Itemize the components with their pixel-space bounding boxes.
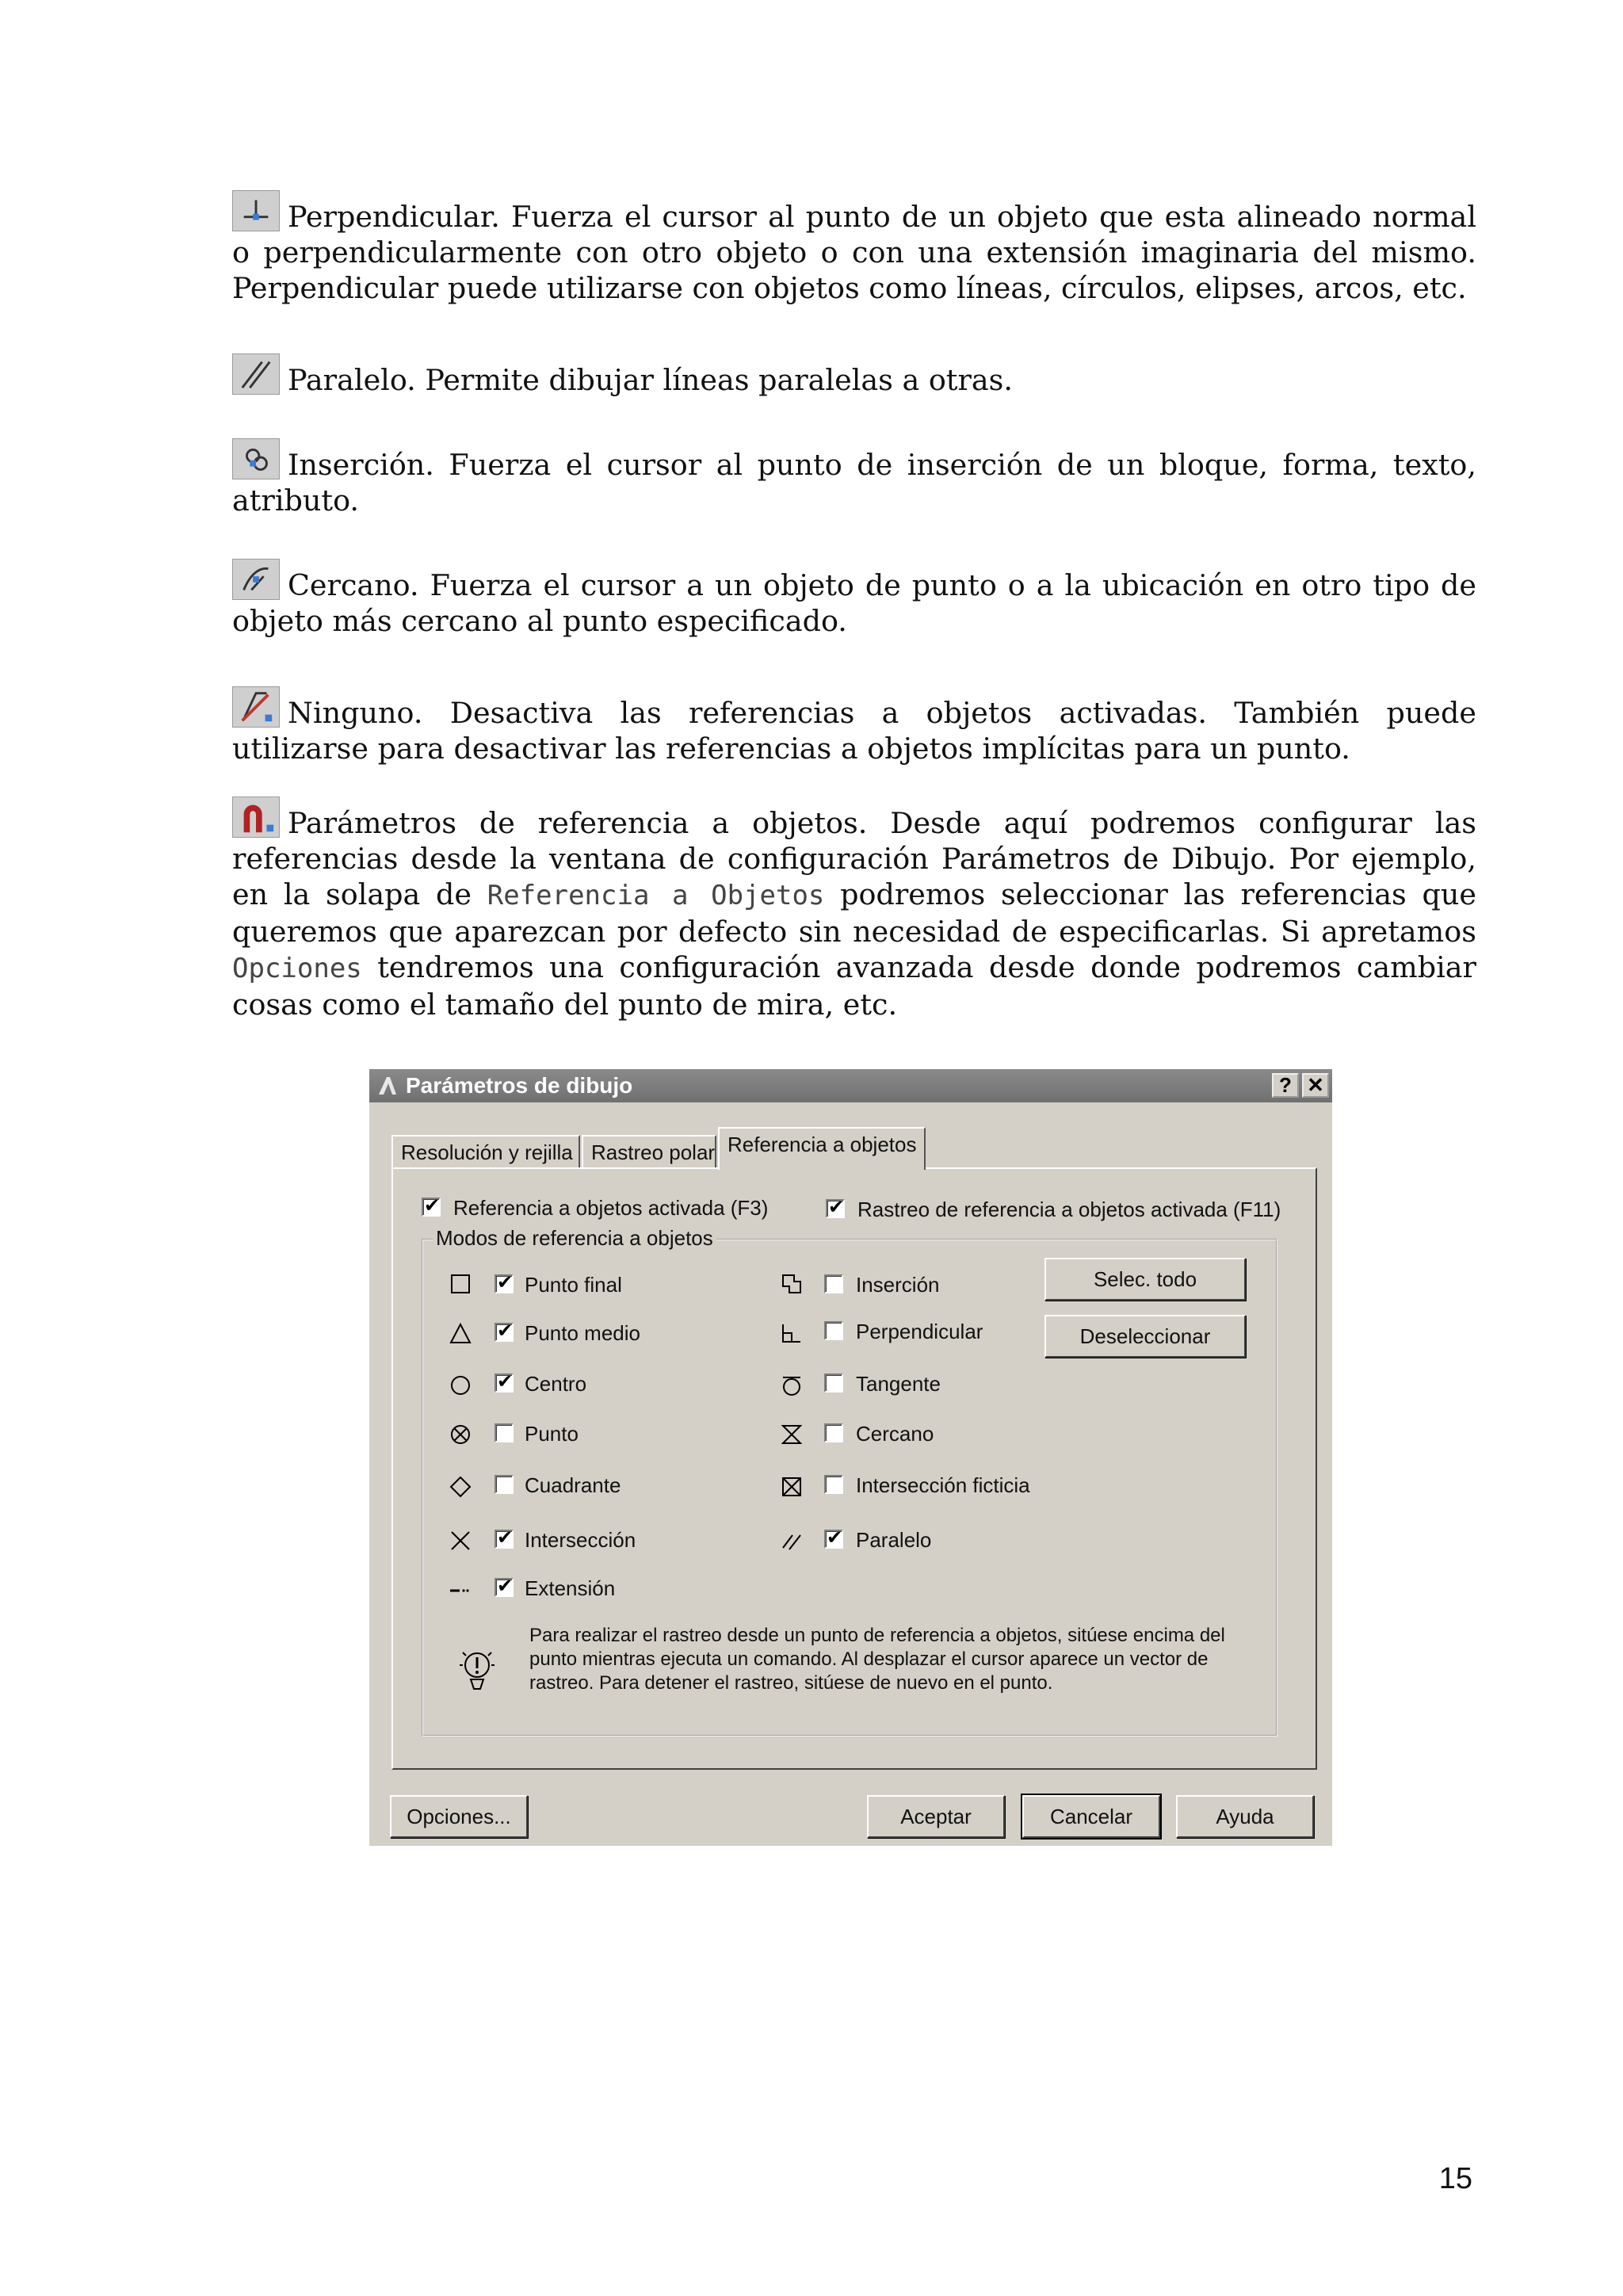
intersection-label: Intersección	[525, 1528, 636, 1552]
center-checkbox[interactable]	[495, 1370, 514, 1392]
check-icon: ✔	[497, 1320, 514, 1342]
otrack-on-checkbox[interactable]	[826, 1196, 845, 1218]
dialog-title: Parámetros de dibujo	[406, 1073, 633, 1098]
select-all-button[interactable]: Selec. todo	[1044, 1258, 1246, 1301]
paragraph-perpendicular	[232, 190, 1476, 306]
ok-button[interactable]: Aceptar	[867, 1795, 1005, 1838]
extension-checkbox[interactable]	[495, 1575, 514, 1597]
endpoint-label: Punto final	[525, 1273, 622, 1297]
help-title-button[interactable]: ?	[1272, 1073, 1299, 1098]
tangent-checkbox[interactable]	[824, 1373, 843, 1392]
none-snap-icon	[232, 686, 280, 728]
apparent-intersection-label: Intersección ficticia	[856, 1473, 1030, 1497]
apparent-intersection-checkbox[interactable]	[824, 1475, 843, 1494]
check-icon: ✔	[424, 1194, 441, 1217]
intersection-marker-icon	[449, 1529, 472, 1553]
center-marker-icon	[449, 1373, 472, 1397]
osnap-on-checkbox[interactable]	[422, 1194, 441, 1217]
check-icon: ✔	[497, 1370, 514, 1392]
parallel-snap-icon	[232, 353, 280, 395]
paragraph-snap-settings	[232, 797, 1476, 1022]
perpendicular-snap-icon	[232, 190, 280, 231]
paragraph-none	[232, 686, 1476, 766]
midpoint-checkbox[interactable]	[495, 1320, 514, 1342]
osnap-on-label: Referencia a objetos activada (F3)	[453, 1196, 769, 1220]
paragraph-text: Inserción. Fuerza el cursor al punto de inserción de un bloque, forma, texto, atributo.	[232, 448, 1476, 518]
paragraph-text-a: Parámetros de referencia a objetos. Desde aquí podremos configurar las referencias desde la ventana de configuración Parámetros de Dibujo. Por ejemplo, en la solapa de	[232, 806, 1476, 911]
perpendicular-marker-icon	[780, 1321, 804, 1345]
extension-marker-icon	[449, 1578, 472, 1602]
check-icon: ✔	[497, 1526, 514, 1549]
dialog-titlebar	[369, 1069, 1332, 1102]
paragraph-text-b: podremos seleccionar las referencias que queremos que aparezcan por defecto sin necesidad de especificarlas. Si apretamos	[232, 877, 1476, 949]
snap-settings-icon	[232, 797, 280, 838]
nearest-snap-icon	[232, 559, 280, 600]
nearest-checkbox[interactable]	[824, 1423, 843, 1442]
check-icon: ✔	[497, 1271, 514, 1293]
quadrant-marker-icon	[449, 1475, 472, 1499]
clear-all-button[interactable]: Deseleccionar	[1044, 1315, 1246, 1358]
check-icon: ✔	[828, 1196, 845, 1218]
close-button[interactable]: ✕	[1302, 1073, 1329, 1098]
endpoint-checkbox[interactable]	[495, 1271, 514, 1293]
tracking-hint-text: Para realizar el rastreo desde un punto de referencia a objetos, sitúese encima del punto mientras ejecuta un comando. Al desplazar el cursor aparece un vector de rastreo. Para detener el rastreo, sitúese de nuevo en el punto.	[529, 1625, 1225, 1694]
parallel-checkbox[interactable]	[824, 1526, 843, 1549]
parallel-marker-icon	[780, 1529, 804, 1553]
paragraph-text-c: tendremos una configuración avanzada desde donde podremos cambiar cosas como el tamaño del punto de mira, etc.	[232, 950, 1476, 1022]
quadrant-checkbox[interactable]	[495, 1475, 514, 1494]
check-icon: ✔	[497, 1575, 514, 1597]
insertion-marker-icon	[780, 1272, 804, 1296]
code-referencia-a-objetos: Referencia a Objetos	[487, 880, 825, 911]
otrack-on-label: Rastreo de referencia a objetos activada (F11)	[857, 1198, 1281, 1221]
help-button[interactable]: Ayuda	[1176, 1795, 1314, 1838]
paragraph-text: Ninguno. Desactiva las referencias a objetos activadas. También puede utilizarse para desactivar las referencias a objetos implícitas para un punto.	[232, 696, 1476, 766]
center-label: Centro	[525, 1372, 587, 1396]
paragraph-parallel	[232, 353, 1476, 398]
paragraph-text: Cercano. Fuerza el cursor a un objeto de punto o a la ubicación en otro tipo de objeto más cercano al punto especificado.	[232, 568, 1476, 638]
autocad-app-icon	[376, 1074, 399, 1098]
paragraph-nearest	[232, 559, 1476, 639]
drafting-settings-dialog	[369, 1069, 1332, 1846]
tab-referencia-objetos[interactable]: Referencia a objetos	[718, 1127, 926, 1170]
node-label: Punto	[525, 1422, 579, 1446]
insertion-label: Inserción	[856, 1273, 940, 1297]
tangent-label: Tangente	[856, 1372, 941, 1396]
paragraph-text: Perpendicular. Fuerza el cursor al punto de un objeto que esta alineado normal o perpendicularmente con otro objeto o con una extensión imaginaria del mismo. Perpendicular puede utilizarse con objetos como líneas, círculos, elipses, arcos, etc.	[232, 200, 1476, 305]
lightbulb-info-icon	[458, 1648, 496, 1697]
insertion-snap-icon	[232, 438, 280, 479]
paragraph-text: Paralelo. Permite dibujar líneas paralelas a otras.	[288, 363, 1014, 397]
osnap-modes-group-label: Modos de referencia a objetos	[433, 1226, 716, 1250]
midpoint-label: Punto medio	[525, 1321, 640, 1345]
extension-label: Extensión	[525, 1576, 616, 1600]
page-number: 15	[1438, 2162, 1472, 2195]
paragraph-insertion	[232, 438, 1476, 518]
nearest-label: Cercano	[856, 1422, 934, 1446]
node-checkbox[interactable]	[495, 1423, 514, 1442]
nearest-marker-icon	[780, 1423, 804, 1446]
intersection-checkbox[interactable]	[495, 1526, 514, 1549]
options-button[interactable]: Opciones...	[390, 1795, 528, 1838]
quadrant-label: Cuadrante	[525, 1473, 621, 1497]
node-marker-icon	[449, 1423, 472, 1446]
insertion-checkbox[interactable]	[824, 1274, 843, 1293]
tab-rastreo-polar[interactable]: Rastreo polar	[582, 1135, 716, 1168]
perpendicular-label: Perpendicular	[856, 1320, 983, 1343]
code-opciones: Opciones	[232, 953, 362, 984]
perpendicular-checkbox[interactable]	[824, 1321, 843, 1340]
apparent-intersection-marker-icon	[780, 1475, 804, 1499]
endpoint-marker-icon	[449, 1272, 472, 1296]
tab-resolucion[interactable]: Resolución y rejilla	[391, 1135, 580, 1168]
parallel-label: Paralelo	[856, 1528, 932, 1552]
tangent-marker-icon	[780, 1373, 804, 1397]
midpoint-marker-icon	[449, 1321, 472, 1345]
check-icon: ✔	[827, 1526, 843, 1549]
cancel-button[interactable]: Cancelar	[1022, 1795, 1160, 1838]
